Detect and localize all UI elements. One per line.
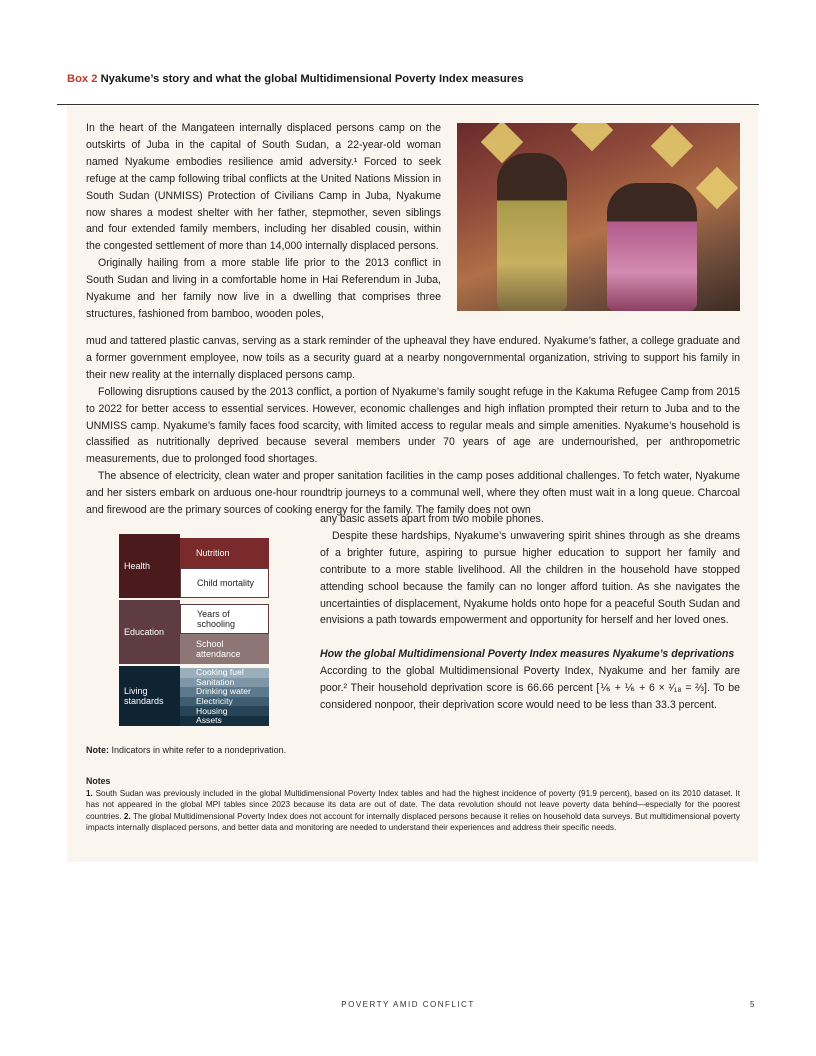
running-title: POVERTY AMID CONFLICT: [341, 1000, 475, 1009]
dimension-living-standards: Living standards: [119, 666, 180, 726]
indicator-child-mortality: Child mortality: [180, 568, 269, 598]
note-2-label: 2.: [123, 811, 131, 821]
paragraph: In the heart of the Mangateen internally displaced persons camp on the outskirts of Juba in the capital of South Sudan, a 22-year-old woman named Nyakume embodies resilience amid adversity.¹ Forced to seek refuge at the camp following tribal conflicts at the United Nations Mission in South Sudan (UNMISS) Protection of Civilians Camp in Juba, Nyakume now shares a modest shelter with her father, stepmother, seven siblings and four extended family members, including her disabled cousin, within the congested settlement of more than 14,000 internally displaced persons.: [86, 122, 441, 253]
photo-figure: [607, 183, 697, 311]
story-text-right: [320, 511, 740, 714]
photo-figure: [497, 153, 567, 311]
paragraph: Following disruptions caused by the 2013 conflict, a portion of Nyakume’s family sought refuge in the Kakuma Refugee Camp from 2015 to 2022 for better access to essential services. However, economic challenges and high inflation prompted their return to Juba and to the UNMISS camp. Nyakume’s family faces food scarcity, with limited access to regular meals and simple amenities. Nyakume’s household is classified as nutritionally deprived because several members under 70 years of age are undernourished, per anthropometric measurements, due to prolonged food shortages.: [86, 385, 740, 466]
indicator-school-attendance: School attendance: [180, 634, 269, 664]
indicator-sanitation: Sanitation: [180, 678, 269, 688]
paragraph: Despite these hardships, Nyakume’s unwavering spirit shines through as she dreams of a brighter future, aspiring to pursue higher education to support her family and contribute to a more stable livelihood. All the children in the household have stopped attending school because the family can no longer afford tuition. As she navigates the uncertainties of displacement, Nyakume holds onto hope for a peaceful South Sudan and envisions a path towards empowerment and opportunity for herself and her loved ones.: [320, 529, 740, 627]
note-1: South Sudan was previously included in the global Multidimensional Poverty Index tables and had the highest incidence of poverty (91.9 percent), based on its 2010 dataset. It has not appeared in the global MPI tables since 2023 because its data are out of date. The data revolution should not leave poverty data behind—especially for the poorest countries.: [86, 789, 740, 821]
note-text: Indicators in white refer to a nondeprivation.: [111, 745, 287, 755]
note-label: Note:: [86, 745, 109, 755]
paragraph: Originally hailing from a more stable life prior to the 2013 conflict in South Sudan and living in a comfortable home in Hai Referendum in Juba, Nyakume and her family now live in a dwelling that comprises three structures, fashioned from bamboo, wooden poles,: [86, 257, 441, 320]
dimension-education: Education: [119, 600, 180, 664]
story-text-mid: [86, 333, 740, 519]
box-title: [67, 73, 757, 85]
indicator-electricity: Electricity: [180, 697, 269, 707]
page-number: 5: [750, 1000, 755, 1009]
note-1-label: 1.: [86, 789, 93, 799]
indicator-years-of-schooling: Years of schooling: [180, 604, 269, 634]
paragraph: mud and tattered plastic canvas, serving as a stark reminder of the upheaval they have endured. Nyakume’s father, a college graduate and a former government employee, now toils as a security guard at a nearby nongovernmental organization, striving to support his family in their new reality at the internally displaced persons camp.: [86, 335, 740, 381]
decor-star-icon: [571, 123, 613, 151]
paragraph: any basic assets apart from two mobile phones.: [320, 513, 544, 525]
story-text-top: [86, 120, 441, 323]
dimension-health: Health: [119, 534, 180, 598]
decor-star-icon: [651, 125, 693, 167]
paragraph: The absence of electricity, clean water and proper sanitation facilities in the camp poses additional challenges. To fetch water, Nyakume and her sisters embark on arduous one-hour roundtrip journeys to a communal well, where they often must wait in a long queue. Charcoal and firewood are the primary sources of cooking energy for the family. The family does not own: [86, 470, 740, 517]
indicator-assets: Assets: [180, 716, 269, 726]
box-label: Box 2: [67, 73, 98, 85]
photo-nyakume: [457, 123, 740, 311]
mpi-diagram: [119, 534, 269, 732]
indicator-cooking-fuel: Cooking fuel: [180, 668, 269, 678]
note-2: The global Multidimensional Poverty Index does not account for internally displaced persons because it relies on household data surveys. But multidimensional poverty impacts internally displaced persons, and better data and monitoring are needed to understand their experiences and address their specific needs.: [86, 811, 740, 832]
title-rule: [57, 104, 759, 105]
paragraph: According to the global Multidimensional Poverty Index, Nyakume and her family are poor.² Their household deprivation score is 66.66 percent [⅙ + ⅙ + 6 × ¹⁄₁₈ = ⅔]. To be considered nonpoor, their deprivation score would need to be less than 33.3 percent.: [320, 665, 740, 712]
footnotes: [86, 776, 740, 833]
notes-heading: Notes: [86, 776, 111, 786]
indicator-nutrition: Nutrition: [180, 538, 269, 568]
indicator-drinking-water: Drinking water: [180, 687, 269, 697]
notes-body: [86, 788, 740, 833]
decor-star-icon: [696, 167, 738, 209]
indicator-housing: Housing: [180, 706, 269, 716]
box-title-text: Nyakume’s story and what the global Multidimensional Poverty Index measures: [100, 73, 524, 85]
subhead: How the global Multidimensional Poverty Index measures Nyakume’s deprivations: [320, 648, 735, 661]
diagram-note: [86, 745, 286, 755]
